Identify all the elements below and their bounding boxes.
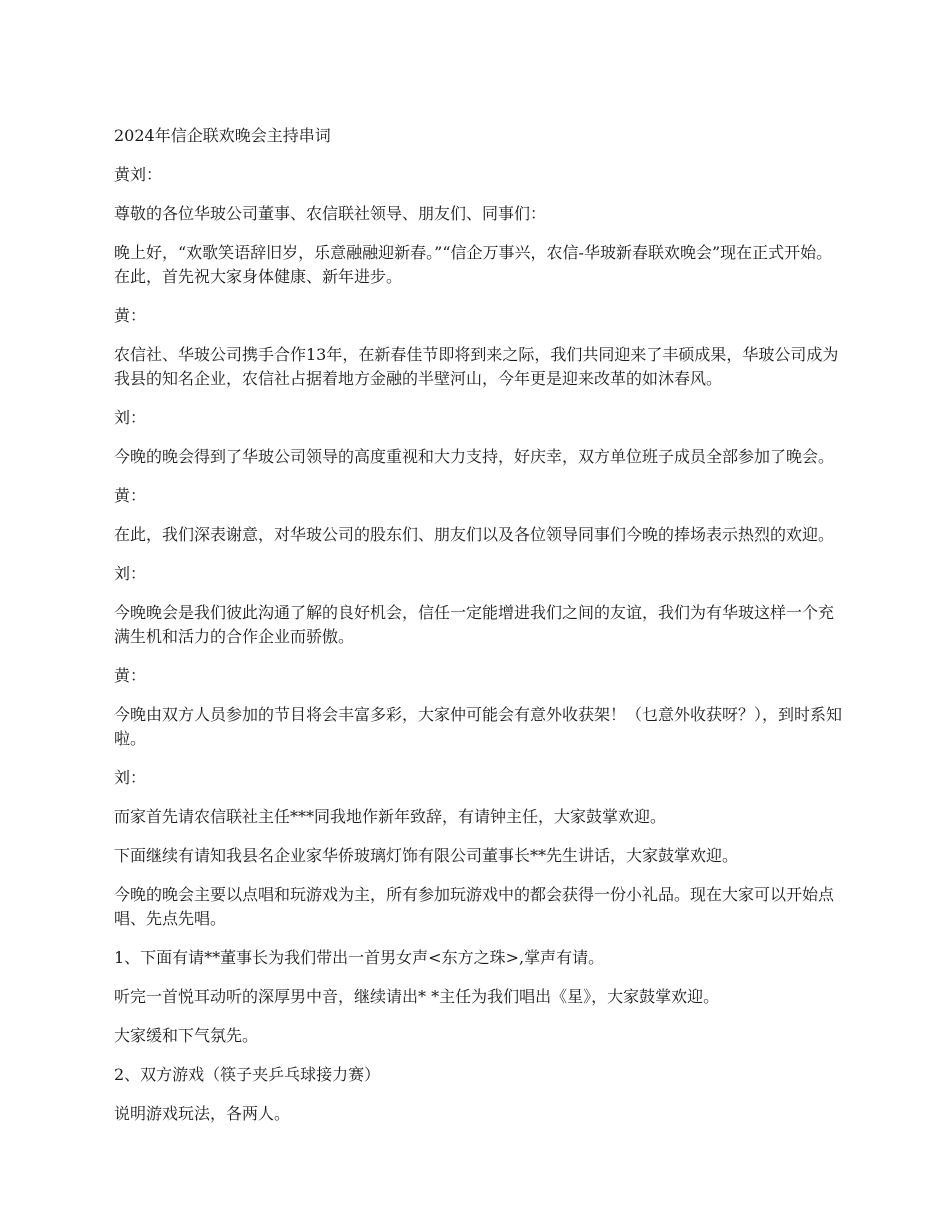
paragraph: 晚上好，“欢歌笑语辞旧岁，乐意融融迎新春。”“信企万事兴，农信-华玻新春联欢晚会”现在正式开始。在此，首先祝大家身体健康、新年进步。 [114, 243, 833, 286]
paragraph: 黄： [114, 486, 147, 505]
paragraph: 刘： [114, 408, 147, 427]
paragraph: 今晚晚会是我们彼此沟通了解的良好机会，信任一定能增进我们之间的友谊，我们为有华玻这样一个充满生机和活力的合作企业而骄傲。 [114, 603, 835, 646]
paragraph: 刘： [114, 768, 147, 787]
document-title: 2024年信企联欢晚会主持串词 [114, 126, 331, 145]
paragraph: 尊敬的各位华玻公司董事、农信联社领导、朋友们、同事们： [114, 204, 547, 223]
paragraph: 说明游戏玩法，各两人。 [114, 1104, 291, 1123]
document-body [114, 124, 844, 1141]
paragraph: 大家缓和下气氛先。 [114, 1026, 259, 1045]
paragraph: 今晚由双方人员参加的节目将会丰富多彩，大家仲可能会有意外收获架！（乜意外收获呀？），到时系知啦。 [114, 705, 843, 748]
paragraph: 今晚的晚会主要以点唱和玩游戏为主，所有参加玩游戏中的都会获得一份小礼品。现在大家可以开始点唱、先点先唱。 [114, 885, 835, 928]
paragraph: 刘： [114, 564, 147, 583]
paragraph: 听完一首悦耳动听的深厚男中音，继续请出* *主任为我们唱出《星》，大家鼓掌欢迎。 [114, 987, 720, 1006]
paragraph: 2、双方游戏（筷子夹乒乓球接力赛） [114, 1065, 381, 1084]
paragraph: 农信社、华玻公司携手合作13年，在新春佳节即将到来之际，我们共同迎来了丰硕成果，华玻公司成为我县的知名企业，农信社占据着地方金融的半壁河山，今年更是迎来改革的如沐春风。 [114, 345, 839, 388]
paragraph: 黄： [114, 666, 147, 685]
paragraph: 在此，我们深表谢意，对华玻公司的股东们、朋友们以及各位领导同事们今晚的捧场表示热烈的欢迎。 [114, 525, 835, 544]
paragraph: 下面继续有请知我县名企业家华侨玻璃灯饰有限公司董事长**先生讲话，大家鼓掌欢迎。 [114, 846, 739, 865]
paragraph: 黄刘： [114, 165, 163, 184]
paragraph: 而家首先请农信联社主任***同我地作新年致辞，有请钟主任，大家鼓掌欢迎。 [114, 807, 667, 826]
paragraph: 1、下面有请**董事长为我们带出一首男女声<东方之珠>,掌声有请。 [114, 948, 605, 967]
paragraph: 黄： [114, 306, 147, 325]
paragraph: 今晚的晚会得到了华玻公司领导的高度重视和大力支持，好庆幸，双方单位班子成员全部参加了晚会。 [114, 447, 835, 466]
